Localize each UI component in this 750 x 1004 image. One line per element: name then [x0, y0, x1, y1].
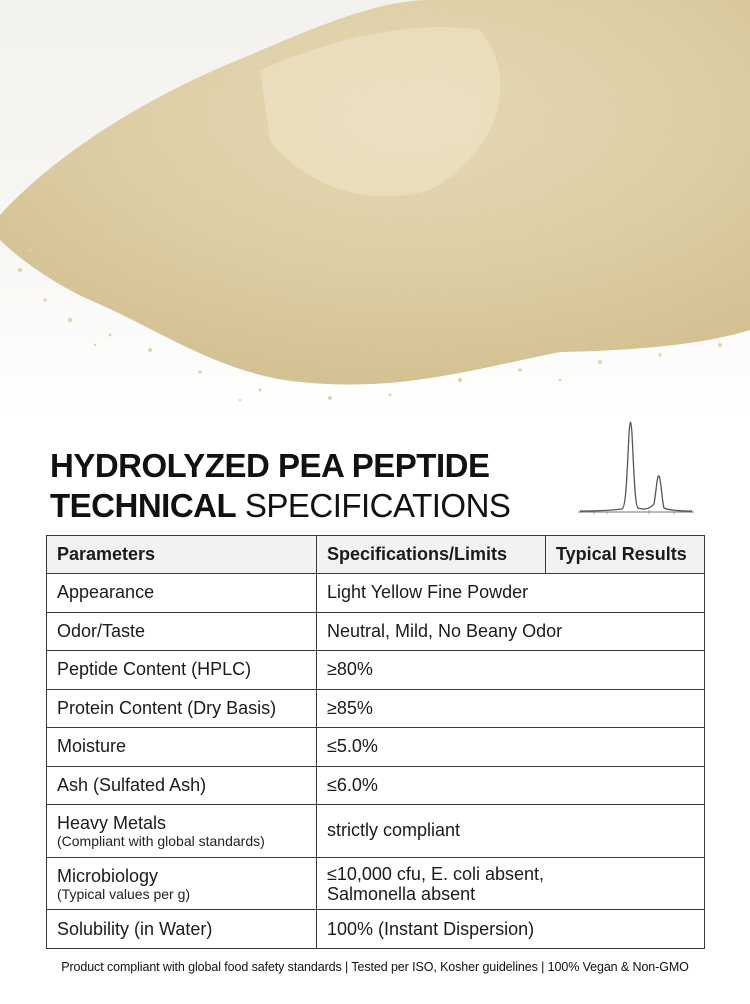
row-parameter: Appearance — [47, 574, 317, 613]
title-line-1: HYDROLYZED PEA PEPTIDE — [50, 447, 490, 484]
row-parameter: Peptide Content (HPLC) — [47, 651, 317, 690]
row-parameter: Odor/Taste — [47, 612, 317, 651]
table-row — [47, 857, 705, 910]
row-spec-cell — [317, 857, 705, 910]
row-parameter: Ash (Sulfated Ash) — [47, 766, 317, 805]
row-spec: Light Yellow Fine Powder — [317, 574, 705, 613]
footer-compliance-note: Product compliant with global food safety standards | Tested per ISO, Kosher guidelines | 100% Vegan & Non-GMO — [61, 960, 689, 974]
table-row — [47, 805, 705, 858]
table-row — [47, 910, 705, 949]
table-row — [47, 766, 705, 805]
title-line-2-bold: TECHNICAL — [50, 487, 237, 524]
row-parameter-note: (Compliant with global standards) — [57, 832, 265, 849]
table-header-row — [47, 536, 705, 574]
table-row — [47, 574, 705, 613]
row-parameter-note: (Typical values per g) — [57, 885, 191, 902]
row-spec: ≤6.0% — [317, 766, 705, 805]
chromatogram-icon — [574, 414, 698, 522]
specifications-table — [46, 535, 705, 949]
row-spec: ≤10,000 cfu, E. coli absent, Salmonella absent — [327, 863, 545, 904]
page-title — [50, 446, 570, 526]
row-parameter-cell — [47, 805, 317, 858]
hero-powder-image — [0, 0, 750, 420]
row-spec: ≤5.0% — [317, 728, 705, 767]
header-specifications: Specifications/Limits — [317, 536, 546, 574]
row-spec: strictly compliant — [317, 805, 705, 858]
row-spec: Neutral, Mild, No Beany Odor — [317, 612, 705, 651]
row-parameter: Protein Content (Dry Basis) — [47, 689, 317, 728]
row-parameter-cell — [47, 857, 317, 910]
title-line-2-normal: SPECIFICATIONS — [244, 487, 511, 524]
table-row — [47, 689, 705, 728]
table-row — [47, 728, 705, 767]
header-typical-results: Typical Results — [546, 536, 705, 574]
row-spec: ≥85% — [317, 689, 705, 728]
row-spec: 100% (Instant Dispersion) — [317, 910, 705, 949]
row-spec: ≥80% — [317, 651, 705, 690]
row-parameter: Moisture — [47, 728, 317, 767]
table-row — [47, 612, 705, 651]
table-row — [47, 651, 705, 690]
row-parameter: Heavy Metals — [57, 812, 167, 833]
header-parameters: Parameters — [47, 536, 317, 574]
row-parameter: Solubility (in Water) — [47, 910, 317, 949]
row-parameter: Microbiology — [57, 865, 159, 886]
powder-pile-illustration — [0, 0, 750, 420]
